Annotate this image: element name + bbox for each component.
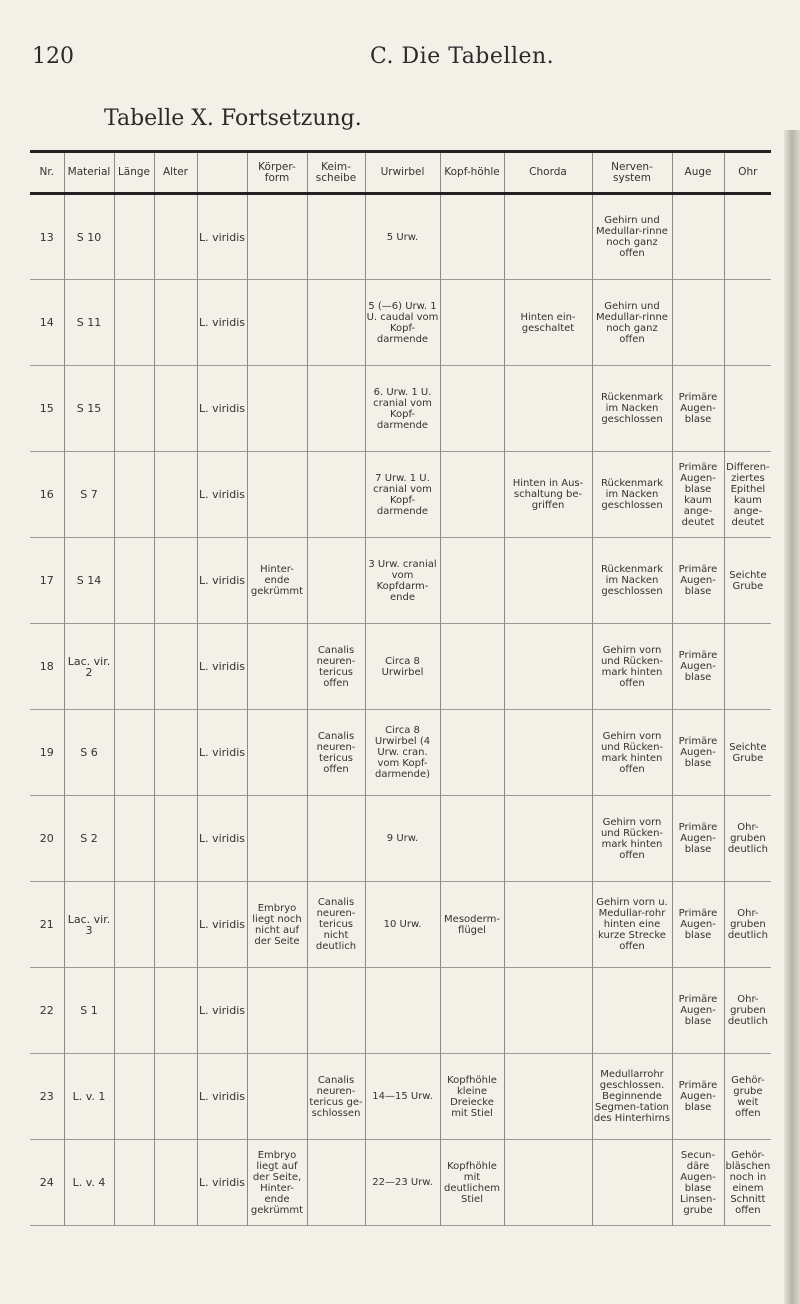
cell-nervensystem [592,1140,672,1226]
cell-keimscheibe: Canalis neuren-tericus nicht deutlich [307,882,365,968]
cell-ohr [724,366,771,452]
cell-material: S 1 [64,968,114,1054]
cell-ohr: Ohr-gruben deutlich [724,882,771,968]
cell-keimscheibe: Canalis neuren-tericus offen [307,624,365,710]
cell-kopfhoehle [440,538,504,624]
cell-kopfhoehle: Mesoderm-flügel [440,882,504,968]
cell-auge: Primäre Augen-blase [672,968,724,1054]
cell-species: L. viridis [197,452,247,538]
cell-laenge [114,1140,154,1226]
cell-alter [154,710,197,796]
cell-koerperform: Hinter-ende gekrümmt [247,538,307,624]
cell-auge: Primäre Augen-blase [672,882,724,968]
cell-chorda [504,194,592,280]
cell-material: Lac. vir. 2 [64,624,114,710]
cell-ohr: Seichte Grube [724,710,771,796]
cell-keimscheibe [307,280,365,366]
cell-urwirbel: Circa 8 Urwirbel [365,624,440,710]
cell-species: L. viridis [197,1054,247,1140]
cell-nervensystem: Gehirn und Medullar-rinne noch ganz offen [592,280,672,366]
cell-species: L. viridis [197,194,247,280]
cell-kopfhoehle [440,366,504,452]
page-number: 120 [32,44,74,69]
column-header-nr: Nr. [39,166,55,178]
cell-nr: 17 [39,574,54,587]
cell-nervensystem: Gehirn vorn und Rücken-mark hinten offen [592,796,672,882]
cell-nr: 13 [39,230,54,244]
cell-ohr: Ohr-gruben deutlich [724,968,771,1054]
table-caption: Tabelle X. Fortsetzung. [104,106,362,131]
cell-auge [672,280,724,366]
cell-nr: 24 [39,1176,54,1189]
cell-alter [154,1054,197,1140]
column-header-keimscheibe: Keim-scheibe [307,152,365,194]
table-row [30,366,771,452]
cell-alter [154,624,197,710]
cell-laenge [114,968,154,1054]
table-row [30,1054,771,1140]
cell-material: S 2 [64,796,114,882]
table-row [30,452,771,538]
cell-keimscheibe [307,194,365,280]
cell-ohr [724,194,771,280]
table-row [30,624,771,710]
cell-nervensystem: Gehirn und Medullar-rinne noch ganz offen [592,194,672,280]
cell-laenge [114,366,154,452]
column-header-ohr: Ohr [724,152,771,194]
cell-ohr [724,624,771,710]
cell-kopfhoehle [440,968,504,1054]
cell-kopfhoehle: Kopfhöhle kleine Dreiecke mit Stiel [440,1054,504,1140]
cell-nervensystem: Gehirn vorn und Rücken-mark hinten offen [592,710,672,796]
table-row [30,882,771,968]
cell-keimscheibe [307,1140,365,1226]
cell-auge: Primäre Augen-blase [672,710,724,796]
cell-auge: Primäre Augen-blase [672,796,724,882]
table-row [30,1140,771,1226]
cell-koerperform: Embryo liegt auf der Seite, Hinter-ende gekrümmt [247,1140,307,1226]
cell-urwirbel: 14—15 Urw. [365,1054,440,1140]
cell-auge: Primäre Augen-blase [672,624,724,710]
cell-nr: 18 [39,660,54,673]
cell-keimscheibe [307,452,365,538]
table-row [30,710,771,796]
cell-koerperform [247,194,307,280]
cell-kopfhoehle: Kopfhöhle mit deutlichem Stiel [440,1140,504,1226]
cell-species: L. viridis [197,796,247,882]
cell-laenge [114,194,154,280]
column-header-auge: Auge [672,152,724,194]
cell-chorda: Hinten in Aus-schaltung be-griffen [504,452,592,538]
cell-urwirbel: 5 Urw. [365,194,440,280]
cell-species: L. viridis [197,710,247,796]
cell-chorda [504,882,592,968]
cell-chorda: Hinten ein-geschaltet [504,280,592,366]
cell-alter [154,1140,197,1226]
table-row [30,796,771,882]
cell-alter [154,366,197,452]
cell-kopfhoehle [440,710,504,796]
cell-alter [154,882,197,968]
cell-koerperform [247,452,307,538]
column-header-urwirbel: Urwirbel [365,152,440,194]
cell-kopfhoehle [440,624,504,710]
cell-material: S 15 [64,366,114,452]
cell-nervensystem: Medullarrohr geschlossen. Beginnende Segmen-tation des Hinterhirns [592,1054,672,1140]
cell-alter [154,968,197,1054]
table-row [30,968,771,1054]
column-header-chorda: Chorda [504,152,592,194]
cell-alter [154,796,197,882]
cell-nervensystem: Rückenmark im Nacken geschlossen [592,538,672,624]
cell-koerperform: Embryo liegt noch nicht auf der Seite [247,882,307,968]
data-table [30,150,771,1226]
cell-material: Lac. vir. 3 [64,882,114,968]
cell-species: L. viridis [197,1140,247,1226]
cell-nervensystem: Gehirn vorn u. Medullar-rohr hinten eine kurze Strecke offen [592,882,672,968]
page-edge-shadow [784,130,800,1304]
cell-species: L. viridis [197,624,247,710]
column-header-koerperform: Körper-form [247,152,307,194]
column-header-kopfhoehle: Kopf-höhle [440,152,504,194]
cell-laenge [114,452,154,538]
table-row [30,280,771,366]
cell-nervensystem [592,968,672,1054]
cell-auge: Secun-däre Augen-blase Linsen-grube [672,1140,724,1226]
cell-laenge [114,710,154,796]
cell-nr: 14 [39,316,54,329]
cell-species: L. viridis [197,538,247,624]
cell-urwirbel: 5 (—6) Urw. 1 U. caudal vom Kopf-darmende [365,280,440,366]
cell-laenge [114,1054,154,1140]
cell-material: L. v. 1 [64,1054,114,1140]
cell-species: L. viridis [197,366,247,452]
cell-species: L. viridis [197,280,247,366]
cell-koerperform [247,710,307,796]
cell-koerperform [247,1054,307,1140]
cell-species: L. viridis [197,882,247,968]
cell-urwirbel: 7 Urw. 1 U. cranial vom Kopf-darmende [365,452,440,538]
cell-alter [154,538,197,624]
cell-urwirbel: 6. Urw. 1 U. cranial vom Kopf-darmende [365,366,440,452]
cell-keimscheibe: Canalis neuren-tericus ge-schlossen [307,1054,365,1140]
cell-ohr [724,280,771,366]
cell-auge: Primäre Augen-blase [672,538,724,624]
cell-nr: 15 [39,402,54,415]
table-body [30,194,771,1226]
cell-auge: Primäre Augen-blase [672,366,724,452]
running-head: C. Die Tabellen. [370,44,555,69]
cell-material: S 6 [64,710,114,796]
cell-urwirbel: Circa 8 Urwirbel (4 Urw. cran. vom Kopf-darmende) [365,710,440,796]
cell-kopfhoehle [440,194,504,280]
cell-laenge [114,882,154,968]
cell-urwirbel: 9 Urw. [365,796,440,882]
cell-koerperform [247,366,307,452]
cell-kopfhoehle [440,796,504,882]
cell-keimscheibe [307,538,365,624]
cell-alter [154,280,197,366]
cell-koerperform [247,796,307,882]
cell-keimscheibe [307,366,365,452]
cell-material: S 10 [64,194,114,280]
cell-material: L. v. 4 [64,1140,114,1226]
cell-koerperform [247,968,307,1054]
cell-material: S 11 [64,280,114,366]
table-header-row [30,152,771,194]
cell-chorda [504,538,592,624]
cell-ohr: Seichte Grube [724,538,771,624]
cell-chorda [504,710,592,796]
cell-nr: 20 [39,832,54,845]
cell-material: S 14 [64,538,114,624]
cell-alter [154,194,197,280]
cell-ohr: Gehör-bläschen noch in einem Schnitt offen [724,1140,771,1226]
cell-urwirbel [365,968,440,1054]
cell-nr: 19 [39,746,54,759]
cell-laenge [114,796,154,882]
cell-kopfhoehle [440,280,504,366]
cell-laenge [114,538,154,624]
cell-koerperform [247,624,307,710]
cell-chorda [504,366,592,452]
cell-chorda [504,1054,592,1140]
cell-urwirbel: 22—23 Urw. [365,1140,440,1226]
cell-ohr: Gehör-grube weit offen [724,1054,771,1140]
cell-species: L. viridis [197,968,247,1054]
cell-keimscheibe [307,796,365,882]
cell-laenge [114,280,154,366]
cell-material: S 7 [64,452,114,538]
cell-urwirbel: 3 Urw. cranial vom Kopfdarm-ende [365,538,440,624]
cell-nr: 23 [39,1090,54,1103]
cell-chorda [504,624,592,710]
cell-urwirbel: 10 Urw. [365,882,440,968]
cell-auge [672,194,724,280]
cell-ohr: Ohr-gruben deutlich [724,796,771,882]
cell-nr: 21 [39,918,54,931]
cell-nervensystem: Gehirn vorn und Rücken-mark hinten offen [592,624,672,710]
cell-auge: Primäre Augen-blase kaum ange-deutet [672,452,724,538]
table-row [30,194,771,280]
column-header-material: Material [64,152,114,194]
column-header-alter: Alter [154,152,197,194]
cell-keimscheibe: Canalis neuren-tericus offen [307,710,365,796]
column-header-species [197,152,247,194]
cell-chorda [504,968,592,1054]
page-header [0,0,800,131]
cell-nervensystem: Rückenmark im Nacken geschlossen [592,366,672,452]
cell-nr: 16 [39,488,54,501]
column-header-nervensystem: Nerven-system [592,152,672,194]
cell-nervensystem: Rückenmark im Nacken geschlossen [592,452,672,538]
cell-kopfhoehle [440,452,504,538]
cell-laenge [114,624,154,710]
cell-nr: 22 [39,1004,54,1017]
cell-keimscheibe [307,968,365,1054]
cell-chorda [504,1140,592,1226]
cell-chorda [504,796,592,882]
cell-auge: Primäre Augen-blase [672,1054,724,1140]
cell-ohr: Differen-ziertes Epithel kaum ange-deutet [724,452,771,538]
column-header-laenge: Länge [114,152,154,194]
table-row [30,538,771,624]
cell-alter [154,452,197,538]
cell-koerperform [247,280,307,366]
